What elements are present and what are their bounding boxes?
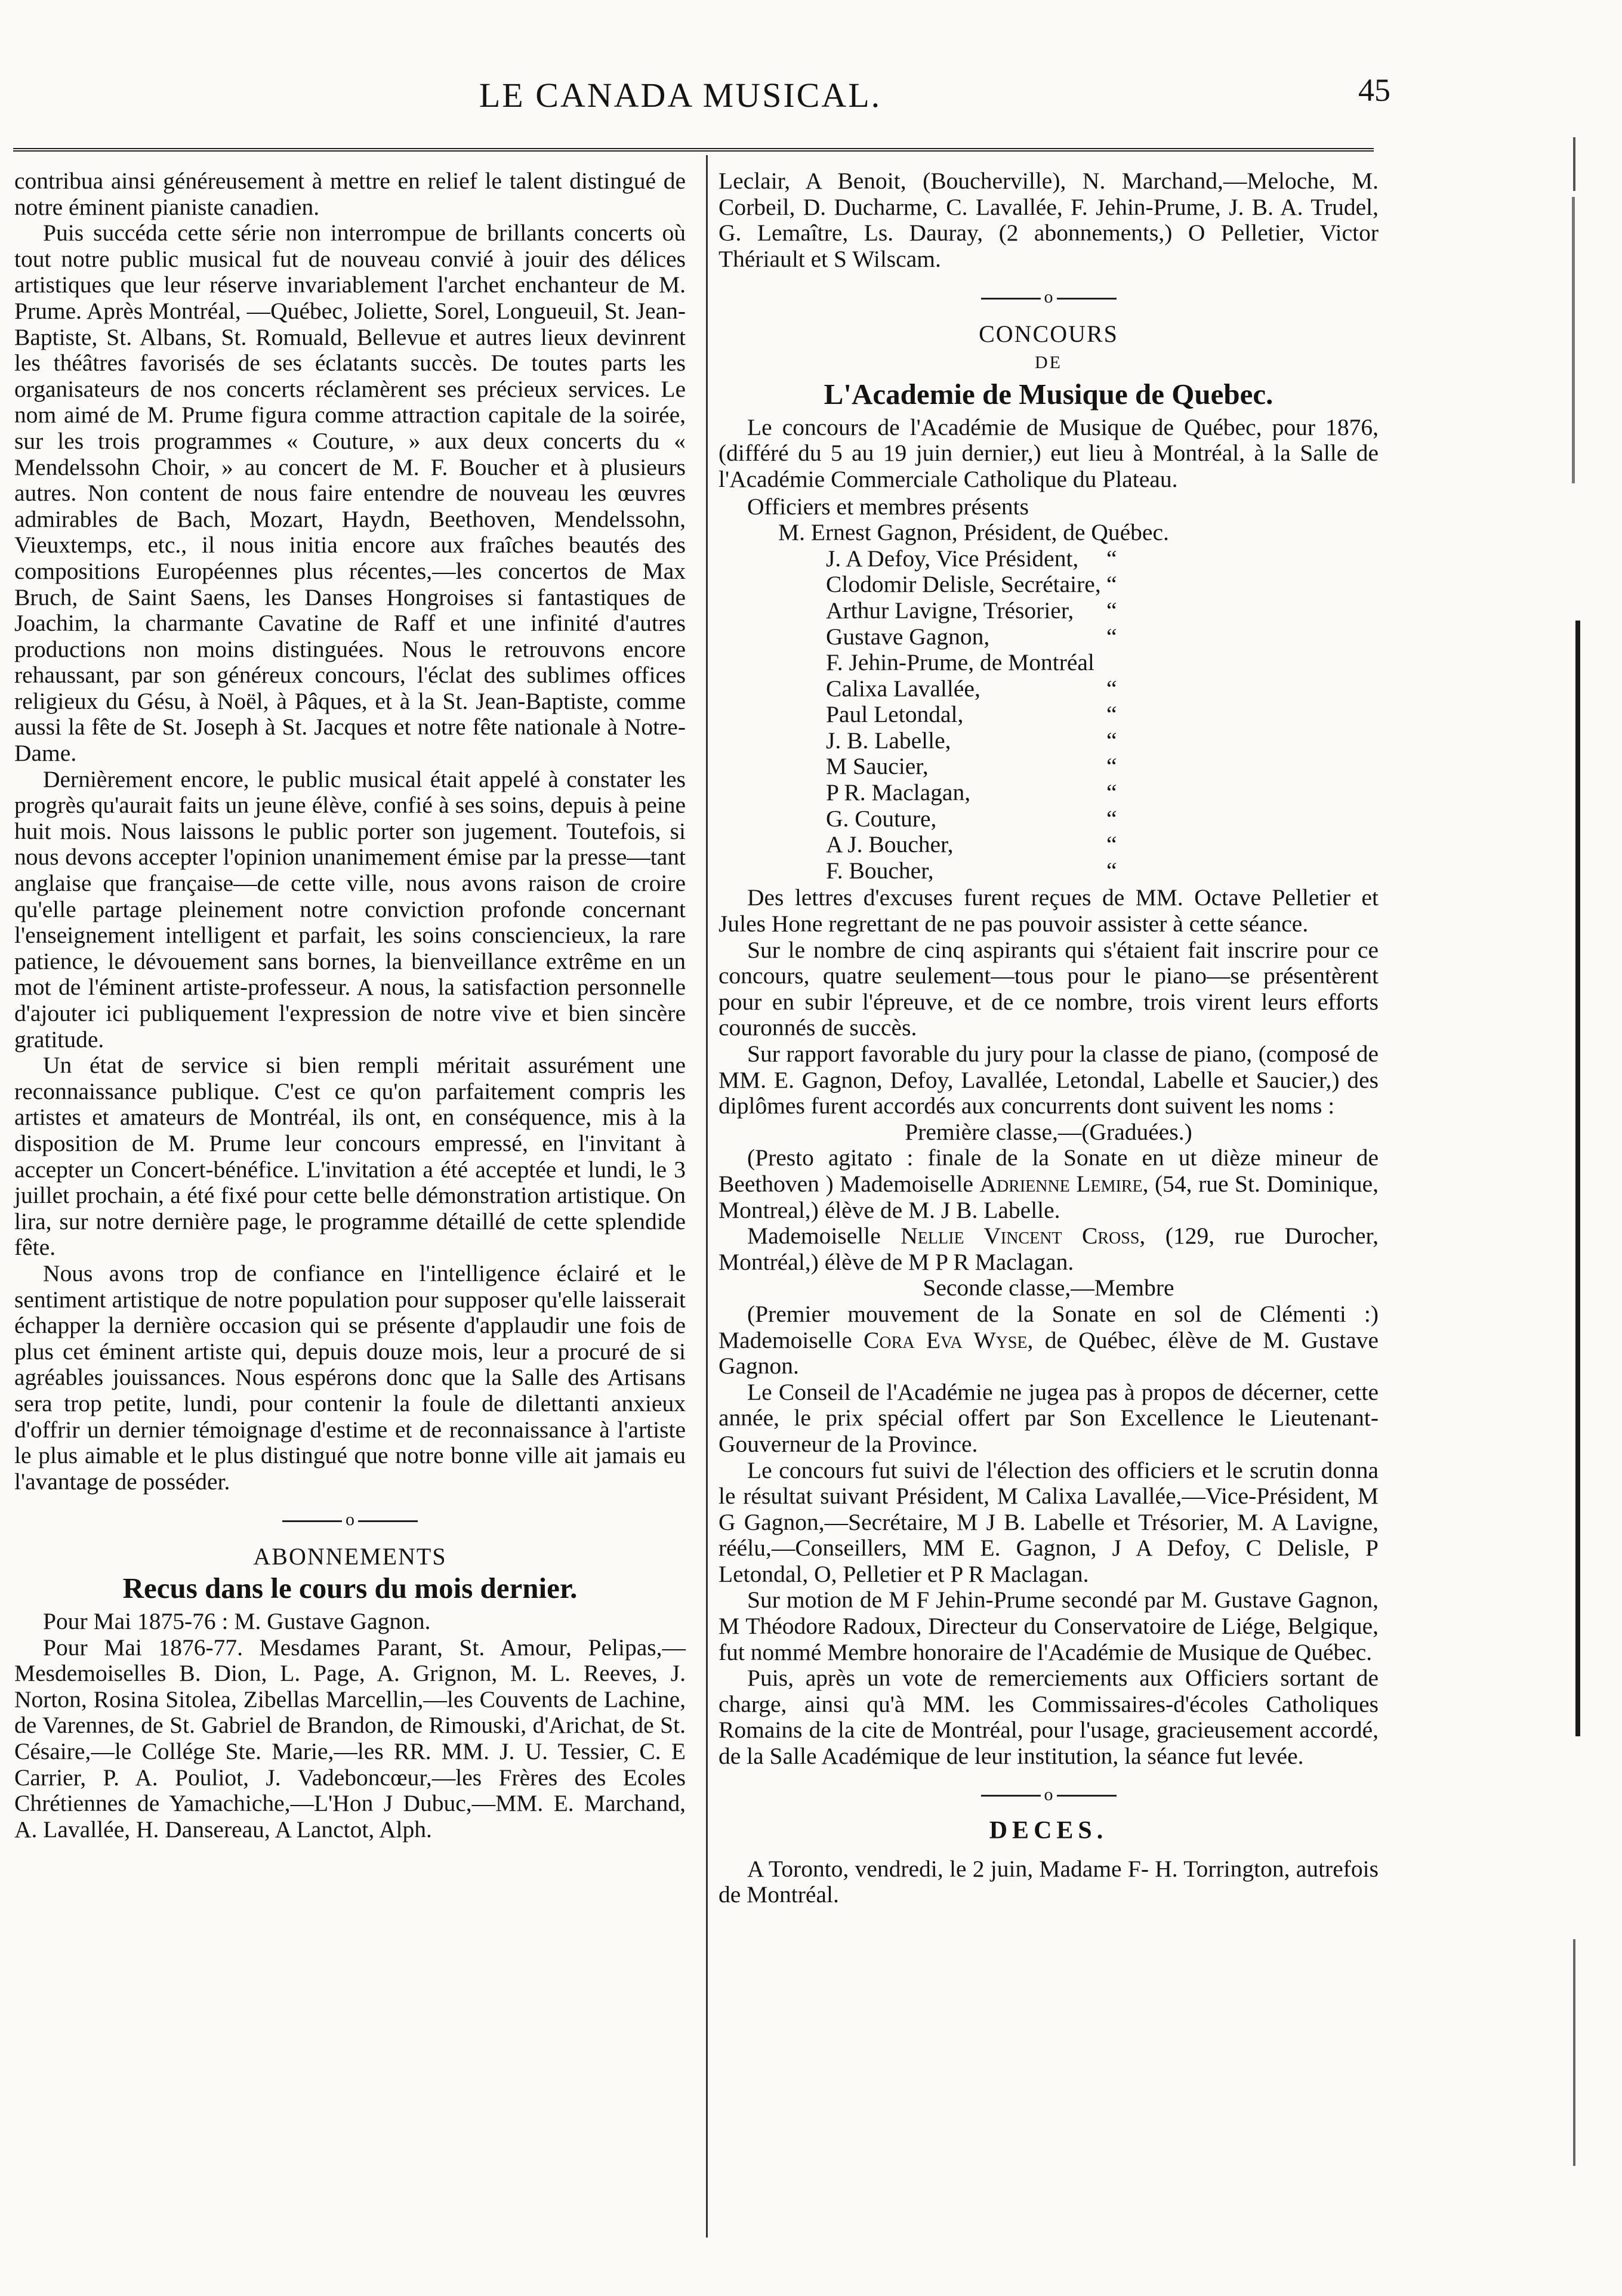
officers-lead: M. Ernest Gagnon, Président, de Québec.	[778, 519, 1169, 546]
deces-title: DECES.	[989, 1817, 1108, 1845]
ditto-mark: “	[1106, 623, 1117, 650]
nellie-paragraph: Mademoiselle Nellie Vincent Cross, (129, rue Durocher, Montréal,) élève de M P R Maclagan.	[719, 1223, 1379, 1275]
officer-name: J. B. Labelle,	[826, 727, 951, 754]
right-column	[719, 168, 1379, 1908]
ditto-mark: “	[1106, 571, 1117, 598]
ditto-mark: “	[1106, 701, 1117, 728]
aspirants-paragraph: Sur le nombre de cinq aspirants qui s'étaient fait inscrire pour ce concours, quatre seulement—tous pour le piano—se présentèrent pour en subir l'épreuve, et de ce nombre, trois virent leurs efforts couronnés de succès.	[719, 936, 1379, 1041]
officer-row	[826, 728, 1379, 754]
officer-row	[826, 806, 1379, 832]
officer-name: Calixa Lavallée,	[826, 675, 980, 702]
article-paragraph: Nous avons trop de confiance en l'intelligence éclairé et le sentiment artistique de notre population pour supposer qu'elle laisserait échapper la dernière occasion qui se présente d'applaudir une fois de plus cet éminent artiste qui, depuis douze mois, leur a procuré de si agréables jouissances. Nous espérons donc que la Salle des Artisans sera trop petite, lundi, pour contenir la foule de dilettanti anxieux d'offrir un dernier témoignage d'estime et de reconnaissance à l'artiste le plus aimable et le plus distingué que notre bonne ville ait jamais eu l'avantage de posséder.	[14, 1260, 686, 1495]
officers-list	[719, 494, 1379, 884]
officer-row	[826, 754, 1379, 780]
election-paragraph: Le concours fut suivi de l'élection des officiers et le scrutin donna le résultat suivant Président, M Calixa Lavallée,—Vice-Président, M G Gagnon,—Secrétaire, M J B. Labelle et Trésorier, M. A Lavigne, réélu,—Conseillers, MM E. Gagnon, J A Defoy, C Delisle, P Letondal, O, Pelletier et P R Maclagan.	[719, 1456, 1379, 1587]
clementi-paragraph: (Premier mouvement de la Sonate en sol de Clémenti :) Mademoiselle Cora Eva Wyse, de Québec, élève de M. Gustave Gagnon.	[719, 1300, 1379, 1380]
section-separator: o	[719, 284, 1379, 310]
laureate-name: Cora Eva Wyse	[864, 1326, 1028, 1353]
ditto-mark: “	[1106, 857, 1117, 884]
running-title: LE CANADA MUSICAL.	[479, 76, 882, 115]
article-paragraph: Puis succéda cette série non interrompue de brillants concerts où tout notre public musical fut de nouveau convié à jouir des délices artistiques que leur réserve invariablement l'archet enchanteur de M. Prume. Après Montréal, —Québec, Joliette, Sorel, Longueuil, St. Jean-Baptiste, St. Albans, St. Romuald, Bellevue et autres lieux devinrent les théâtres favorisés de ses éclatants succès. De toutes parts les organisateurs de nos concerts réclamèrent ses précieux services. Le nom aimé de M. Prume figura comme attraction capitale de la soirée, sur les trois programmes « Couture, » aux deux concerts du « Mendelssohn Choir, » au concert de M. F. Boucher et à plusieurs autres. Non content de nous faire entendre de nouveau les œuvres admirables de Bach, Mozart, Haydn, Beethoven, Mendelssohn, Vieuxtemps, etc., il nous initia encore aux fraîches beautés des compositions Européennes plus récentes,—les concertos de Max Bruch, de Saint Saens, les Danses Hongroises si fantastiques de Joachim, la charmante Cavatine de Raff et une infinité d'autres productions non moins distinguées. Nous le retrouvons encore rehaussant, par son généreux concours, l'éclat des sublimes offices religieux du Gésu, à Noël, à Pâques, et à la St. Jean-Baptiste, comme aussi la fête de St. Joseph à St. Jacques et notre fête nationale à Notre-Dame.	[14, 220, 686, 767]
officer-name: Gustave Gagnon,	[826, 623, 990, 650]
section-separator: o	[14, 1507, 686, 1533]
abonnements-title: ABONNEMENTS	[253, 1542, 447, 1570]
officer-name: M Saucier,	[826, 753, 929, 780]
concours-intro: Le concours de l'Académie de Musique de Québec, pour 1876, (différé du 5 au 19 juin dernier,) eut lieu à Montréal, à la Salle de l'Académie Commerciale Catholique du Plateau.	[719, 413, 1379, 492]
section-separator: o	[719, 1782, 1379, 1808]
left-column	[14, 168, 686, 1843]
ditto-mark	[1106, 650, 1379, 676]
ditto-mark: “	[1106, 597, 1117, 624]
laureate-name: Nellie Vincent Cross	[901, 1223, 1140, 1249]
officer-name: F. Boucher,	[826, 857, 934, 884]
officer-row	[826, 572, 1379, 598]
page-number: 45	[1358, 72, 1390, 108]
ditto-mark: “	[1106, 727, 1117, 754]
officer-name: Clodomir Delisle, Secrétaire,	[826, 571, 1101, 598]
laureate-name: Adrienne Lemire	[979, 1170, 1143, 1197]
abonnements-heading: Recus dans le cours du mois dernier.	[122, 1572, 578, 1605]
officer-name: Arthur Lavigne, Trésorier,	[826, 597, 1074, 624]
seconde-classe: Seconde classe,—Membre	[923, 1274, 1174, 1301]
deces-paragraph: A Toronto, vendredi, le 2 juin, Madame F- H. Torrington, autrefois de Montréal.	[719, 1855, 1379, 1908]
scan-edge-marks	[1549, 18, 1603, 2273]
ditto-mark: “	[1106, 831, 1117, 858]
officer-row	[826, 546, 1379, 572]
concours-title: CONCOURS	[979, 320, 1118, 347]
officer-name: Paul Letondal,	[826, 701, 964, 728]
concours-de: DE	[1035, 352, 1062, 372]
officer-name: A J. Boucher,	[826, 831, 954, 858]
presto-paragraph: (Presto agitato : finale de la Sonate en ut dièze mineur de Beethoven ) Mademoiselle Adrienne Lemire, (54, rue St. Dominique, Montreal,) élève de M. J B. Labelle.	[719, 1144, 1379, 1223]
rapport-paragraph: Sur rapport favorable du jury pour la classe de piano, (composé de MM. E. Gagnon, Defoy, Lavallée, Letondal, Labelle et Saucier,) des diplômes furent accordés aux concurrents dont suivent les noms :	[719, 1041, 1379, 1119]
page-header	[0, 67, 1622, 115]
concours-heading: L'Academie de Musique de Quebec.	[824, 378, 1273, 411]
officer-row	[826, 650, 1379, 676]
remerciements-paragraph: Puis, après un vote de remerciements aux Officiers sortant de charge, ainsi qu'à MM. les Commissaires-d'écoles Catholiques Romains de la cite de Montréal, pour l'usage, gracieusement accordé, de la Salle Académique de leur institution, la séance fut levée.	[719, 1665, 1379, 1770]
header-rule	[13, 148, 1374, 152]
officer-row	[826, 624, 1379, 650]
officer-name: F. Jehin-Prume, de Montréal	[826, 649, 1094, 676]
officer-row	[826, 676, 1379, 702]
officer-name: J. A Defoy, Vice Président,	[826, 545, 1079, 572]
excuses-paragraph: Des lettres d'excuses furent reçues de MM. Octave Pelletier et Jules Hone regrettant de ne pas pouvoir assister à cette séance.	[719, 884, 1379, 937]
ditto-mark: “	[1106, 805, 1117, 832]
premiere-classe: Première classe,—(Graduées.)	[905, 1118, 1192, 1145]
officer-name: P R. Maclagan,	[826, 779, 971, 806]
article-paragraph: contribua ainsi généreusement à mettre en relief le talent distingué de notre éminent pianiste canadien.	[14, 168, 686, 220]
officer-name: G. Couture,	[826, 805, 937, 832]
abonnements-continuation: Leclair, A Benoit, (Boucherville), N. Marchand,—Meloche, M. Corbeil, D. Ducharme, C. Lavallée, F. Jehin-Prume, J. B. A. Trudel, G. Lemaître, Ls. Dauray, (2 abonnements,) O Pelletier, Victor Thériault et S Wilscam.	[719, 168, 1379, 272]
ditto-mark: “	[1106, 779, 1117, 806]
officer-row	[826, 598, 1379, 624]
article-paragraph: Dernièrement encore, le public musical était appelé à constater les progrès qu'aurait faits un jeune élève, confié à ses soins, depuis à peine huit mois. Nous laissons le public porter son jugement. Toutefois, si nous devons accepter l'opinion unanimement émise par la presse—tant anglaise que française—de cette ville, nous avons raison de croire qu'elle partage pleinement notre conviction profonde concernant l'enseignement intelligent et parfait, les soins consciencieux, la rare patience, le dévouement sans bornes, la bienveillance extrême en un mot de l'éminent artiste-professeur. A nous, la satisfaction personnelle d'ajouter ici publiquement l'expression de notre vive et bien sincère gratitude.	[14, 766, 686, 1053]
officer-row	[826, 858, 1379, 884]
officer-row	[826, 780, 1379, 806]
column-divider	[706, 155, 708, 2238]
ditto-mark: “	[1106, 675, 1117, 702]
officer-row	[826, 832, 1379, 858]
officer-row	[826, 702, 1379, 728]
officers-intro: Officiers et membres présents	[747, 493, 1029, 520]
abonnements-paragraph: Pour Mai 1875-76 : M. Gustave Gagnon.	[43, 1608, 431, 1635]
conseil-paragraph: Le Conseil de l'Académie ne jugea pas à propos de décerner, cette année, le prix spécial offert par Son Excellence le Lieutenant-Gouverneur de la Province.	[719, 1378, 1379, 1457]
ditto-mark: “	[1106, 545, 1117, 572]
abonnements-paragraph: Pour Mai 1876-77. Mesdames Parant, St. Amour, Pelipas,—Mesdemoiselles B. Dion, L. Page, A. Grignon, M. L. Reeves, J. Norton, Rosina Sitolea, Zibellas Marcellin,—les Couvents de Lachine, de Varennes, de St. Gabriel de Brandon, de Rimouski, d'Arichat, de St. Césaire,—le Collége Ste. Marie,—les RR. MM. J. U. Tessier, C. E Carrier, P. A. Pouliot, J. Vadeboncœur,—les Frères des Ecoles Chrétiennes de Yamachiche,—L'Hon J Dubuc,—MM. E. Marchand, A. Lavallée, H. Dansereau, A Lanctot, Alph.	[14, 1634, 686, 1843]
motion-paragraph: Sur motion de M F Jehin-Prume secondé par M. Gustave Gagnon, M Théodore Radoux, Directeur du Conservatoire de Liége, Belgique, fut nommé Membre honoraire de l'Académie de Musique de Québec.	[719, 1587, 1379, 1665]
article-paragraph: Un état de service si bien rempli méritait assurément une reconnaissance publique. C'est ce qu'on parfaitement compris les artistes et amateurs de Montréal, ils ont, en conséquence, mis à la disposition de M. Prume leur concours empressé, en l'invitant à accepter un Concert-bénéfice. L'invitation a été acceptée et lundi, le 3 juillet prochain, a été fixé pour cette belle démonstration artistique. On lira, sur notre dernière page, le programme détaillé de cette splendide fête.	[14, 1052, 686, 1261]
ditto-mark: “	[1106, 753, 1117, 780]
